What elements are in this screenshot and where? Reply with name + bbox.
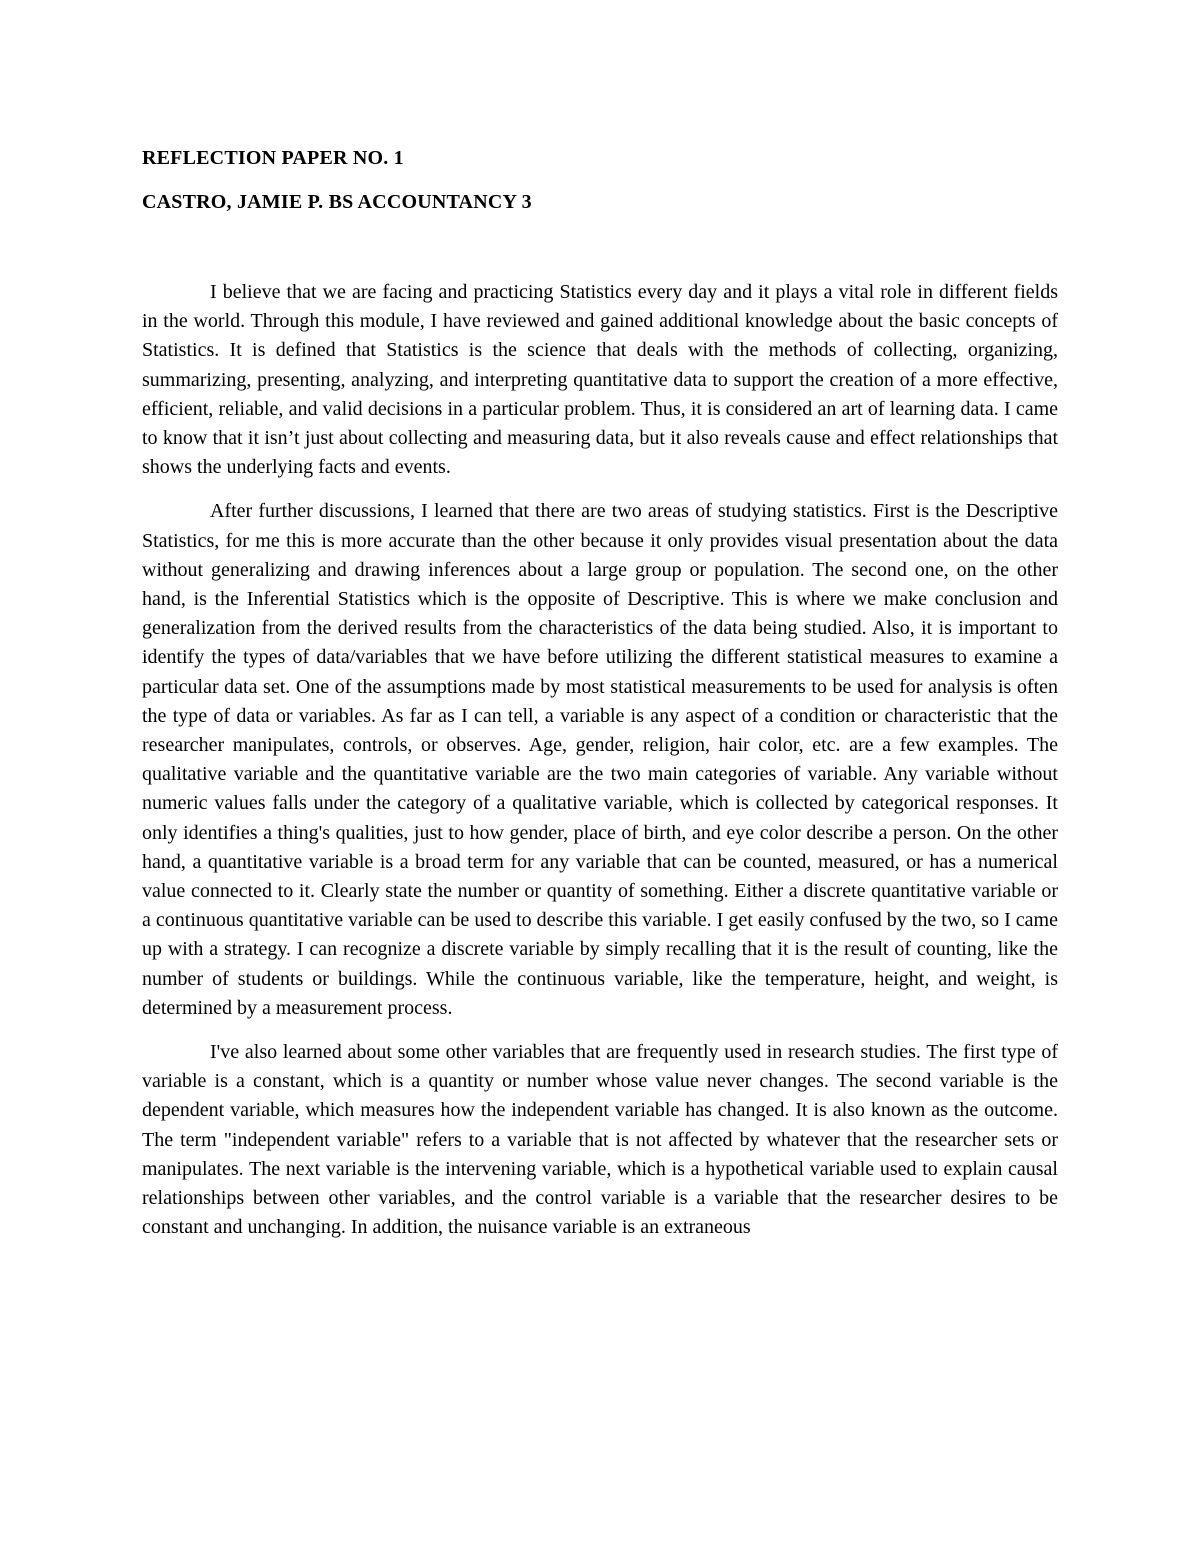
author-line: CASTRO, JAMIE P. BS ACCOUNTANCY 3 [142, 191, 532, 213]
document-title: REFLECTION PAPER NO. 1 [142, 147, 404, 169]
paragraph-1: I believe that we are facing and practicing Statistics every day and it plays a vital role in different fields in the world. Through this module, I have reviewed and gained additional knowledge about the basic concepts of Statistics. It is defined that Statistics is the science that deals with the methods of collecting, organizing, summarizing, presenting, analyzing, and interpreting quantitative data to support the creation of a more effective, efficient, reliable, and valid decisions in a particular problem. Thus, it is considered an art of learning data. I came to know that it isn’t just about collecting and measuring data, but it also reveals cause and effect relationships that shows the underlying facts and events. [142, 281, 1058, 479]
body-text [142, 278, 1058, 1258]
paragraph-2: After further discussions, I learned that there are two areas of studying statistics. First is the Descriptive Statistics, for me this is more accurate than the other because it only provides visual presentation about the data without generalizing and drawing inferences about a large group or population. The second one, on the other hand, is the Inferential Statistics which is the opposite of Descriptive. This is where we make conclusion and generalization from the derived results from the characteristics of the data being studied. Also, it is important to identify the types of data/variables that we have before utilizing the different statistical measures to examine a particular data set. One of the assumptions made by most statistical measurements to be used for analysis is often the type of data or variables. As far as I can tell, a variable is any aspect of a condition or characteristic that the researcher manipulates, controls, or observes. Age, gender, religion, hair color, etc. are a few examples. The qualitative variable and the quantitative variable are the two main categories of variable. Any variable without numeric values falls under the category of a qualitative variable, which is collected by categorical responses. It only identifies a thing's qualities, just to how gender, place of birth, and eye color describe a person. On the other hand, a quantitative variable is a broad term for any variable that can be counted, measured, or has a numerical value connected to it. Clearly state the number or quantity of something. Either a discrete quantitative variable or a continuous quantitative variable can be used to describe this variable. I get easily confused by the two, so I came up with a strategy. I can recognize a discrete variable by simply recalling that it is the result of counting, like the number of students or buildings. While the continuous variable, like the temperature, height, and weight, is determined by a measurement process. [142, 500, 1058, 1019]
paragraph-3: I've also learned about some other variables that are frequently used in research studies. The first type of variable is a constant, which is a quantity or number whose value never changes. The second variable is the dependent variable, which measures how the independent variable has changed. It is also known as the outcome. The term "independent variable" refers to a variable that is not affected by whatever that the researcher sets or manipulates. The next variable is the intervening variable, which is a hypothetical variable used to explain causal relationships between other variables, and the control variable is a variable that the researcher desires to be constant and unchanging. In addition, the nuisance variable is an extraneous [142, 1041, 1058, 1239]
